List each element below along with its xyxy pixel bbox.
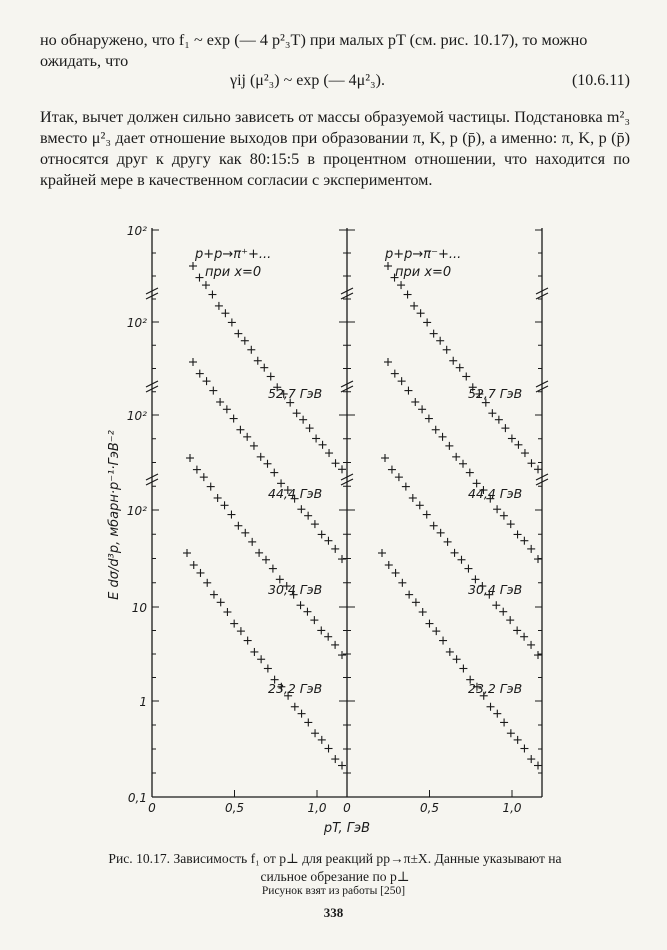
data-point xyxy=(432,627,440,635)
data-point xyxy=(324,633,332,641)
data-point xyxy=(269,565,277,573)
data-point xyxy=(325,745,333,753)
data-point xyxy=(520,633,528,641)
data-point xyxy=(331,545,339,553)
data-point xyxy=(228,318,236,326)
data-point xyxy=(495,416,503,424)
y-tick-label: 1 xyxy=(139,695,147,709)
figure-source: Рисунок взят из работы [250] xyxy=(261,885,406,897)
x-tick-label: 1,0 xyxy=(307,801,327,815)
data-point xyxy=(319,441,327,449)
data-point xyxy=(221,309,229,317)
data-point xyxy=(317,626,325,634)
data-point xyxy=(195,274,203,282)
condition-label: при x=0 xyxy=(395,265,452,280)
y-axis-label: E dσ/d³p, мбарн·p⁻¹·ГэВ⁻² xyxy=(107,430,122,600)
data-point xyxy=(338,651,346,659)
data-point xyxy=(409,494,417,502)
data-point xyxy=(241,337,249,345)
data-point xyxy=(262,556,270,564)
data-point xyxy=(439,637,447,645)
data-point xyxy=(203,579,211,587)
data-point xyxy=(493,710,501,718)
data-point xyxy=(304,718,312,726)
data-point xyxy=(250,648,258,656)
data-point xyxy=(189,262,197,270)
data-point xyxy=(459,460,467,468)
data-point xyxy=(264,460,272,468)
data-point xyxy=(452,453,460,461)
data-point xyxy=(425,620,433,628)
y-tick-label: 10 xyxy=(131,601,147,615)
data-point xyxy=(430,522,438,530)
figure-caption: Рис. 10.17. Зависимость f₁ от p⊥ для реакций pp→π±X. Данные указывают на сильное обрезание по p⊥ xyxy=(108,851,562,884)
data-point xyxy=(443,346,451,354)
data-point xyxy=(244,637,252,645)
x-axis-label: pT, ГэВ xyxy=(323,821,371,836)
data-point xyxy=(398,377,406,385)
data-point xyxy=(391,370,399,378)
data-point xyxy=(318,530,326,538)
data-point xyxy=(325,449,333,457)
data-point xyxy=(331,755,339,763)
data-point xyxy=(267,372,275,380)
data-point xyxy=(527,641,535,649)
x-tick-labels xyxy=(148,801,522,815)
energy-label: 23,2 ГэВ xyxy=(268,681,323,696)
data-point xyxy=(260,364,268,372)
data-point xyxy=(331,641,339,649)
data-point xyxy=(410,302,418,310)
x-tick-label: 0 xyxy=(148,801,156,815)
data-point xyxy=(208,291,216,299)
frame xyxy=(152,228,542,797)
data-point xyxy=(405,591,413,599)
x-tick-label: 1,0 xyxy=(502,801,522,815)
reaction-label: p+p→π⁺+... xyxy=(195,247,272,262)
data-point xyxy=(183,549,191,557)
energy-label: 44,4 ГэВ xyxy=(468,486,523,501)
data-point xyxy=(196,569,204,577)
data-point xyxy=(527,545,535,553)
data-point xyxy=(247,346,255,354)
x-tick-label: 0 xyxy=(343,801,351,815)
data-point xyxy=(202,281,210,289)
data-point xyxy=(397,281,405,289)
data-point xyxy=(423,318,431,326)
data-point xyxy=(221,501,229,509)
equation: γij (μ²₃) ~ exp (— 4μ²₃). xyxy=(230,72,385,89)
data-point xyxy=(402,483,410,491)
data-point xyxy=(304,512,312,520)
data-point xyxy=(464,565,472,573)
data-point xyxy=(488,409,496,417)
data-point xyxy=(411,398,419,406)
energy-label: 30,4 ГэВ xyxy=(468,582,523,597)
data-point xyxy=(444,538,452,546)
data-point xyxy=(318,736,326,744)
data-point xyxy=(230,415,238,423)
data-point xyxy=(445,442,453,450)
data-point xyxy=(493,505,501,513)
figure-10-17 xyxy=(0,210,667,850)
data-point xyxy=(338,762,346,770)
data-point xyxy=(520,537,528,545)
data-point xyxy=(214,494,222,502)
data-point xyxy=(217,598,225,606)
data-point xyxy=(436,337,444,345)
data-point xyxy=(419,608,427,616)
data-point xyxy=(500,718,508,726)
data-point xyxy=(513,626,521,634)
page-number: 338 xyxy=(323,905,344,920)
data-point xyxy=(417,309,425,317)
data-point xyxy=(412,598,420,606)
data-point xyxy=(451,549,459,557)
data-point xyxy=(223,405,231,413)
data-point xyxy=(250,442,258,450)
y-tick-label: 10² xyxy=(126,316,147,330)
data-point xyxy=(534,651,542,659)
data-point xyxy=(234,522,242,530)
data-point xyxy=(303,608,311,616)
data-point xyxy=(297,505,305,513)
data-point xyxy=(501,424,509,432)
x-tick-label: 0,5 xyxy=(224,801,245,815)
x-tick-label: 0,5 xyxy=(419,801,440,815)
data-point xyxy=(207,483,215,491)
data-point xyxy=(243,433,251,441)
data-point xyxy=(425,415,433,423)
data-point xyxy=(507,520,515,528)
data-point xyxy=(311,520,319,528)
data-point xyxy=(257,453,265,461)
data-point xyxy=(291,703,299,711)
data-point xyxy=(439,433,447,441)
data-point xyxy=(514,530,522,538)
data-point xyxy=(254,357,262,365)
data-point xyxy=(508,435,516,443)
y-tick-label: 10² xyxy=(126,409,147,423)
y-tick-label: 10² xyxy=(126,504,147,518)
data-point xyxy=(466,469,474,477)
data-point xyxy=(270,469,278,477)
data-point xyxy=(215,302,223,310)
data-point xyxy=(507,729,515,737)
data-point xyxy=(264,664,272,672)
data-point xyxy=(458,556,466,564)
y-tick-label: 0,1 xyxy=(127,791,147,805)
energy-label: 23,2 ГэВ xyxy=(468,681,523,696)
data-point xyxy=(430,330,438,338)
condition-label: при x=0 xyxy=(205,265,262,280)
data-point xyxy=(392,569,400,577)
data-point xyxy=(520,745,528,753)
data-point xyxy=(186,454,194,462)
data-point xyxy=(324,537,332,545)
data-point xyxy=(298,710,306,718)
data-point xyxy=(203,377,211,385)
data-point xyxy=(237,627,245,635)
data-point xyxy=(462,372,470,380)
data-point xyxy=(404,387,412,395)
data-point xyxy=(453,655,461,663)
data-point xyxy=(381,454,389,462)
data-point xyxy=(534,762,542,770)
data-point xyxy=(423,511,431,519)
data-point xyxy=(527,755,535,763)
data-point xyxy=(492,601,500,609)
data-point xyxy=(297,601,305,609)
data-point xyxy=(514,441,522,449)
data-point xyxy=(384,262,392,270)
data-point xyxy=(311,729,319,737)
data-point xyxy=(418,405,426,413)
paragraph-intro: но обнаружено, что f₁ ~ exp (— 4 p²₃T) при малых pT (см. рис. 10.17), то можно ожидать, что xyxy=(40,31,588,70)
data-point xyxy=(432,426,440,434)
data-point xyxy=(384,358,392,366)
data-point xyxy=(200,473,208,481)
data-point xyxy=(216,398,224,406)
data-point xyxy=(534,555,542,563)
data-point xyxy=(209,387,217,395)
data-point xyxy=(332,459,340,467)
data-point xyxy=(404,291,412,299)
data-point xyxy=(248,538,256,546)
energy-label: 52,7 ГэВ xyxy=(268,386,323,401)
data-point xyxy=(257,655,265,663)
data-point xyxy=(210,591,218,599)
data-point xyxy=(456,364,464,372)
data-point xyxy=(388,466,396,474)
data-point xyxy=(230,620,238,628)
data-point xyxy=(293,409,301,417)
data-point xyxy=(234,330,242,338)
data-point xyxy=(193,466,201,474)
data-point xyxy=(338,465,346,473)
data-point xyxy=(378,549,386,557)
energy-label: 30,4 ГэВ xyxy=(268,582,323,597)
data-point xyxy=(514,736,522,744)
energy-label: 52,7 ГэВ xyxy=(468,386,523,401)
annotations xyxy=(194,247,522,696)
energy-label: 44,4 ГэВ xyxy=(268,486,323,501)
data-point xyxy=(500,512,508,520)
data-point xyxy=(189,358,197,366)
data-point xyxy=(395,473,403,481)
data-point xyxy=(487,703,495,711)
data-point xyxy=(449,357,457,365)
data-point xyxy=(338,555,346,563)
data-point xyxy=(398,579,406,587)
data-point xyxy=(446,648,454,656)
reaction-label: p+p→π⁻+... xyxy=(385,247,462,262)
equation-number: (10.6.11) xyxy=(571,72,630,89)
data-point xyxy=(190,561,198,569)
data-point xyxy=(385,561,393,569)
data-point xyxy=(306,424,314,432)
data-point xyxy=(437,529,445,537)
data-point xyxy=(527,459,535,467)
data-point xyxy=(506,616,514,624)
data-point xyxy=(241,529,249,537)
y-tick-labels xyxy=(127,224,147,805)
data-point xyxy=(310,616,318,624)
y-tick-label: 10² xyxy=(126,224,147,238)
data-point xyxy=(534,465,542,473)
data-point xyxy=(223,608,231,616)
data-point xyxy=(416,501,424,509)
data-point xyxy=(521,449,529,457)
data-point xyxy=(255,549,263,557)
data-point xyxy=(459,664,467,672)
data-point xyxy=(499,608,507,616)
data-point xyxy=(196,370,204,378)
data-point xyxy=(299,416,307,424)
data-point xyxy=(236,426,244,434)
paragraph-main: Итак, вычет должен сильно зависеть от массы образуемой частицы. Подстановка m²₃ вместо μ²₃ дает отношение выходов при образовании π, K, p (p̄), а именно: π, K, p (p̄) относятся друг к другу как 80:15:5 в процентном отношении, что находится по крайней мере в качественном согласии с экспериментом. xyxy=(40,108,630,189)
data-point xyxy=(227,511,235,519)
data-point xyxy=(312,435,320,443)
